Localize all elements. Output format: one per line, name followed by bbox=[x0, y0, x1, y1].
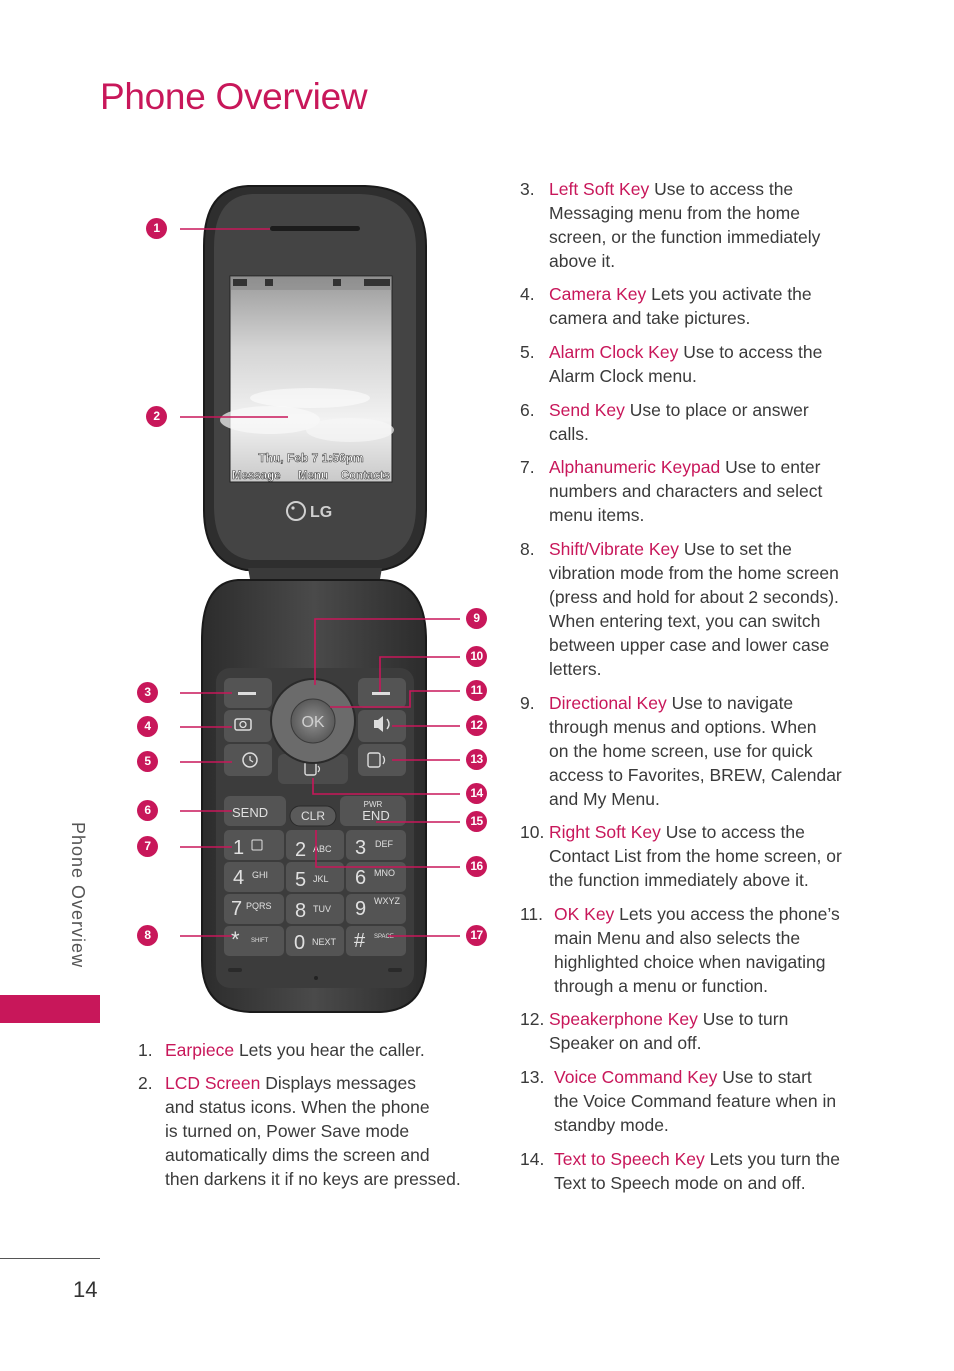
item-description: Use to navigate bbox=[666, 693, 794, 713]
key-9-digit: 9 bbox=[355, 898, 367, 920]
ok-key-label: OK bbox=[301, 714, 325, 731]
item-number: 13. bbox=[520, 1067, 545, 1087]
item-line: the Voice Command feature when in bbox=[554, 1091, 837, 1111]
key-6-digit: 6 bbox=[355, 867, 367, 889]
key-2-letters: ABC bbox=[313, 844, 332, 854]
key-3-letters: DEF bbox=[375, 839, 393, 849]
section-tab-marker bbox=[0, 995, 100, 1023]
key-3-digit: 3 bbox=[355, 837, 367, 859]
earpiece-slot bbox=[270, 226, 360, 231]
key-5-letters: JKL bbox=[313, 874, 329, 884]
callout-17: 17 bbox=[466, 925, 487, 946]
item-description: Lets you turn the bbox=[704, 1149, 841, 1169]
key-4-digit: 4 bbox=[233, 867, 245, 889]
item-line: above it. bbox=[549, 251, 616, 271]
item-line: and My Menu. bbox=[549, 789, 660, 809]
screen-softkey-right: Contacts bbox=[340, 470, 390, 482]
key-5-digit: 5 bbox=[295, 869, 307, 891]
item-number: 11. bbox=[520, 904, 544, 924]
item-line: (press and hold for about 2 seconds). bbox=[549, 587, 839, 607]
item-line: main Menu and also selects the bbox=[554, 928, 801, 948]
item-key-name: Alphanumeric Keypad bbox=[549, 457, 721, 477]
item-line: through menus and options. When bbox=[549, 717, 817, 737]
item-number: 6. bbox=[520, 400, 535, 420]
item-number: 12. bbox=[520, 1009, 545, 1029]
page-title: Phone Overview bbox=[100, 76, 368, 117]
item-description: Use to access the bbox=[649, 179, 794, 199]
item-number: 9. bbox=[520, 693, 535, 713]
item-line: Contact List from the home screen, or bbox=[549, 846, 842, 866]
callout-6: 6 bbox=[137, 800, 158, 821]
key-star-digit: * bbox=[231, 927, 240, 952]
key-hash-letters: SPACE bbox=[374, 934, 394, 940]
item-description: Lets you activate the bbox=[646, 284, 812, 304]
item-key-name: Directional Key bbox=[549, 693, 667, 713]
side-label-text: Phone Overview bbox=[68, 822, 88, 969]
item-number: 1. bbox=[138, 1040, 153, 1060]
item-line: Speaker on and off. bbox=[549, 1033, 702, 1053]
callout-1: 1 bbox=[146, 218, 167, 239]
key-8-letters: TUV bbox=[313, 904, 331, 914]
item-line: standby mode. bbox=[554, 1115, 669, 1135]
item-line: highlighted choice when navigating bbox=[554, 952, 826, 972]
key-0-letters: NEXT bbox=[312, 937, 337, 947]
item-line: access to Favorites, BREW, Calendar bbox=[549, 765, 842, 785]
item-number: 7. bbox=[520, 457, 535, 477]
phone-illustration bbox=[120, 170, 500, 1020]
item-number: 2. bbox=[138, 1073, 153, 1093]
item-key-name: LCD Screen bbox=[165, 1073, 261, 1093]
key-6-letters: MNO bbox=[374, 868, 395, 878]
callout-4: 4 bbox=[137, 716, 158, 737]
screen-date: Thu, Feb 7 1:56pm bbox=[258, 451, 364, 465]
callout-16: 16 bbox=[466, 856, 487, 877]
item-description: Use to enter bbox=[720, 457, 821, 477]
item-line: is turned on, Power Save mode bbox=[165, 1121, 410, 1141]
item-number: 8. bbox=[520, 539, 535, 559]
callout-5: 5 bbox=[137, 751, 158, 772]
send-key-label: SEND bbox=[232, 805, 269, 820]
clr-key-label: CLR bbox=[300, 809, 326, 823]
callout-9: 9 bbox=[466, 608, 487, 629]
callout-13: 13 bbox=[466, 749, 487, 770]
item-line: camera and take pictures. bbox=[549, 308, 751, 328]
item-line: calls. bbox=[549, 424, 589, 444]
callout-7: 7 bbox=[137, 836, 158, 857]
key-0-digit: 0 bbox=[294, 932, 306, 954]
key-1-digit: 1 bbox=[233, 837, 245, 859]
callout-15: 15 bbox=[466, 811, 487, 832]
item-line: vibration mode from the home screen bbox=[549, 563, 839, 583]
item-line: the function immediately above it. bbox=[549, 870, 809, 890]
item-line: Messaging menu from the home bbox=[549, 203, 800, 223]
item-line: on the home screen, use for quick bbox=[549, 741, 813, 761]
callout-12: 12 bbox=[466, 715, 487, 736]
key-star-letters: SHIFT bbox=[251, 938, 269, 944]
item-description: Lets you access the phone’s bbox=[614, 904, 840, 924]
item-line: screen, or the function immediately bbox=[549, 227, 821, 247]
screen-softkey-left: Message bbox=[232, 470, 281, 482]
item-key-name: Alarm Clock Key bbox=[549, 342, 679, 362]
item-description: Use to access the bbox=[660, 822, 805, 842]
item-key-name: Send Key bbox=[549, 400, 625, 420]
key-8-digit: 8 bbox=[295, 900, 307, 922]
item-line: letters. bbox=[549, 659, 602, 679]
item-line: then darkens it if no keys are pressed. bbox=[165, 1169, 461, 1189]
key-hash-digit: # bbox=[354, 930, 366, 952]
item-key-name: Shift/Vibrate Key bbox=[549, 539, 680, 559]
item-key-name: Earpiece bbox=[165, 1040, 235, 1060]
screen-softkey-center: Menu bbox=[297, 470, 329, 482]
item-description: Displays messages bbox=[260, 1073, 416, 1093]
item-key-name: Voice Command Key bbox=[554, 1067, 718, 1087]
item-line: When entering text, you can switch bbox=[549, 611, 821, 631]
key-7-letters: PQRS bbox=[246, 901, 272, 911]
item-key-name: Speakerphone Key bbox=[549, 1009, 698, 1029]
brand-logo: LG bbox=[310, 504, 333, 521]
item-description: Use to start bbox=[717, 1067, 812, 1087]
end-key-label: END bbox=[362, 808, 390, 823]
item-number: 4. bbox=[520, 284, 535, 304]
section-side-label bbox=[62, 822, 102, 992]
alarm-clock-key bbox=[224, 744, 272, 776]
item-number: 14. bbox=[520, 1149, 545, 1169]
item-line: between upper case and lower case bbox=[549, 635, 830, 655]
item-key-name: OK Key bbox=[554, 904, 615, 924]
microphone-hole bbox=[314, 976, 318, 980]
item-description: Use to access the bbox=[678, 342, 823, 362]
callout-8: 8 bbox=[137, 925, 158, 946]
pwr-label: PWR bbox=[363, 800, 383, 809]
key-4-letters: GHI bbox=[252, 870, 269, 880]
callout-3: 3 bbox=[137, 682, 158, 703]
key-2-digit: 2 bbox=[295, 839, 307, 861]
key-7-digit: 7 bbox=[231, 898, 243, 920]
item-description: Use to set the bbox=[679, 539, 792, 559]
item-line: Alarm Clock menu. bbox=[549, 366, 697, 386]
item-number: 3. bbox=[520, 179, 535, 199]
item-number: 5. bbox=[520, 342, 535, 362]
item-key-name: Camera Key bbox=[549, 284, 647, 304]
callout-10: 10 bbox=[466, 646, 487, 667]
item-description: Use to place or answer bbox=[624, 400, 809, 420]
page-number: 14 bbox=[73, 1277, 98, 1302]
item-key-name: Text to Speech Key bbox=[554, 1149, 705, 1169]
item-number: 10. bbox=[520, 822, 545, 842]
item-line: menu items. bbox=[549, 505, 645, 525]
item-key-name: Right Soft Key bbox=[549, 822, 661, 842]
item-line: and status icons. When the phone bbox=[165, 1097, 430, 1117]
callout-2: 2 bbox=[146, 406, 167, 427]
footer-rule bbox=[0, 1258, 100, 1259]
key-9-letters: WXYZ bbox=[374, 896, 400, 906]
item-key-name: Left Soft Key bbox=[549, 179, 650, 199]
item-line: through a menu or function. bbox=[554, 976, 769, 996]
item-line: automatically dims the screen and bbox=[165, 1145, 430, 1165]
item-description: Lets you hear the caller. bbox=[234, 1040, 425, 1060]
callout-14: 14 bbox=[466, 783, 487, 804]
camera-key bbox=[224, 710, 272, 742]
callout-11: 11 bbox=[466, 680, 487, 701]
item-description: Use to turn bbox=[697, 1009, 789, 1029]
item-line: numbers and characters and select bbox=[549, 481, 823, 501]
item-line: Text to Speech mode on and off. bbox=[554, 1173, 806, 1193]
